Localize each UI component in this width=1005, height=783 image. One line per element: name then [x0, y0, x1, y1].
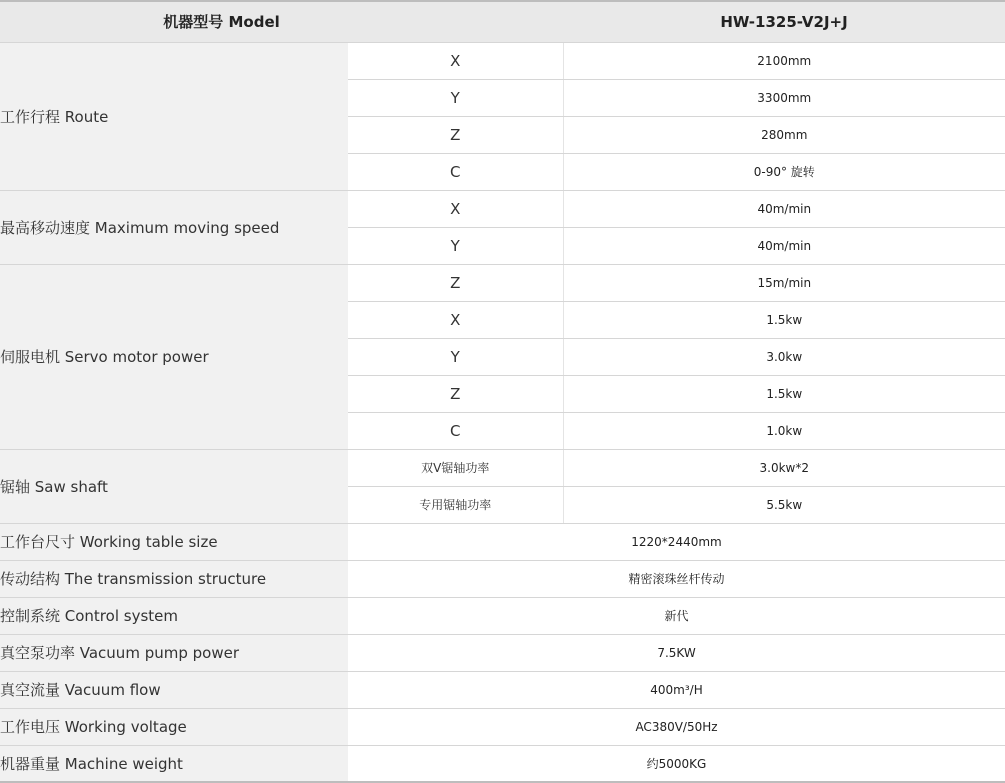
servo-value: 1.0kw [563, 412, 1005, 449]
spec-label: 机器重量 Machine weight [0, 745, 348, 782]
servo-axis: X [348, 301, 563, 338]
table-row [0, 597, 1005, 634]
table-row [0, 190, 1005, 227]
saw-item: 专用锯轴功率 [348, 486, 563, 523]
table-row [0, 42, 1005, 79]
spec-label: 工作台尺寸 Working table size [0, 523, 348, 560]
route-axis: Z [348, 116, 563, 153]
speed-label: 最高移动速度 Maximum moving speed [0, 190, 348, 264]
spec-label: 真空流量 Vacuum flow [0, 671, 348, 708]
servo-label: 伺服电机 Servo motor power [0, 264, 348, 449]
speed-axis: X [348, 190, 563, 227]
saw-value: 3.0kw*2 [563, 449, 1005, 486]
spec-label: 控制系统 Control system [0, 597, 348, 634]
speed-value: 40m/min [563, 190, 1005, 227]
route-label: 工作行程 Route [0, 42, 348, 190]
speed-value: 40m/min [563, 227, 1005, 264]
route-axis: X [348, 42, 563, 79]
table-row [0, 523, 1005, 560]
route-axis: Y [348, 79, 563, 116]
servo-value: 3.0kw [563, 338, 1005, 375]
spec-value: 新代 [348, 597, 1005, 634]
spec-label: 真空泵功率 Vacuum pump power [0, 634, 348, 671]
speed-axis: Y [348, 227, 563, 264]
header-row [0, 1, 1005, 42]
saw-item: 双V锯轴功率 [348, 449, 563, 486]
table-row [0, 634, 1005, 671]
header-label: 机器型号 Model [0, 1, 563, 42]
servo-axis: Y [348, 338, 563, 375]
spec-value: 精密滚珠丝杆传动 [348, 560, 1005, 597]
servo-value: 1.5kw [563, 301, 1005, 338]
servo-axis: Z [348, 375, 563, 412]
spec-value: AC380V/50Hz [348, 708, 1005, 745]
saw-value: 5.5kw [563, 486, 1005, 523]
spec-value: 1220*2440mm [348, 523, 1005, 560]
spec-value: 约5000KG [348, 745, 1005, 782]
table-row [0, 708, 1005, 745]
spec-label: 传动结构 The transmission structure [0, 560, 348, 597]
route-value: 0-90° 旋转 [563, 153, 1005, 190]
route-value: 280mm [563, 116, 1005, 153]
table-row [0, 264, 1005, 301]
saw-label: 锯轴 Saw shaft [0, 449, 348, 523]
spec-label: 工作电压 Working voltage [0, 708, 348, 745]
servo-axis: C [348, 412, 563, 449]
servo-value: 1.5kw [563, 375, 1005, 412]
table-row [0, 560, 1005, 597]
route-value: 3300mm [563, 79, 1005, 116]
header-model: HW-1325-V2J+J [563, 1, 1005, 42]
spec-value: 7.5KW [348, 634, 1005, 671]
table-row [0, 449, 1005, 486]
table-row [0, 671, 1005, 708]
servo-axis: Z [348, 264, 563, 301]
servo-value: 15m/min [563, 264, 1005, 301]
route-axis: C [348, 153, 563, 190]
table-row [0, 745, 1005, 782]
route-value: 2100mm [563, 42, 1005, 79]
spec-value: 400m³/H [348, 671, 1005, 708]
